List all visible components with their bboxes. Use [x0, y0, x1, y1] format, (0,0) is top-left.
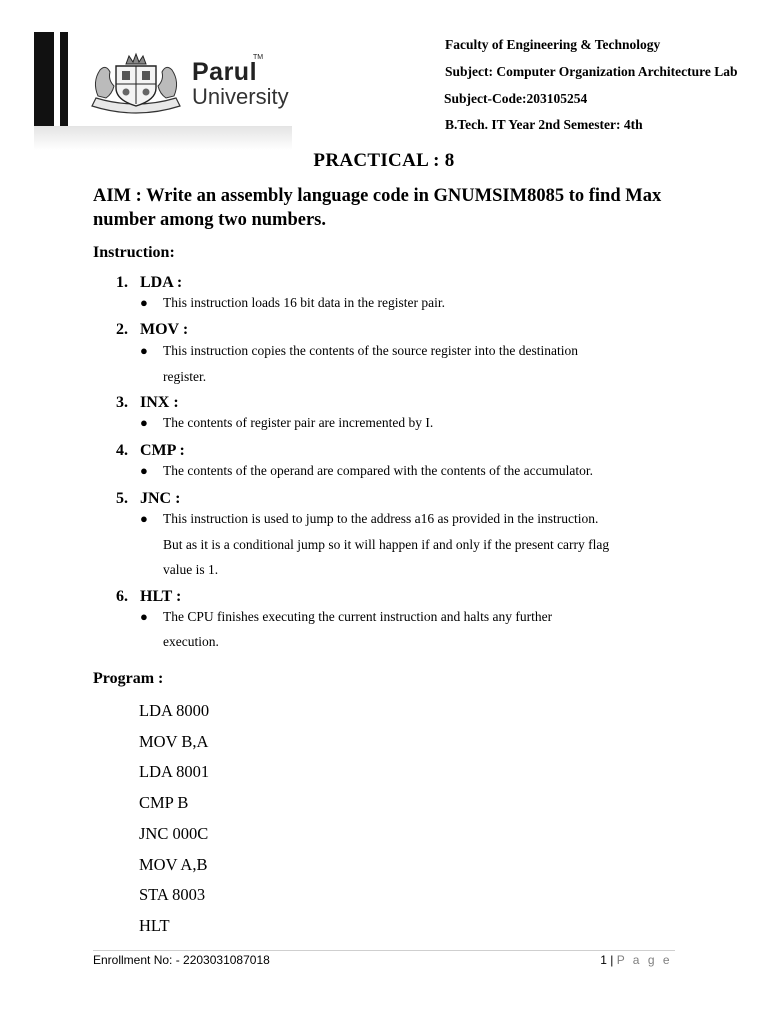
- program-line: MOV A,B: [139, 855, 208, 874]
- bullet-icon: ●: [140, 511, 148, 526]
- instruction-name: CMP :: [140, 442, 185, 459]
- program-line: LDA 8000: [139, 701, 210, 720]
- page-word: P a g e: [616, 953, 672, 967]
- university-logo: [34, 32, 292, 150]
- logo-bar: [60, 32, 68, 126]
- instruction-heading: Instruction:: [93, 244, 175, 261]
- instruction-description: This instruction loads 16 bit data in the register pair.: [163, 295, 445, 310]
- practical-title: PRACTICAL : 8: [313, 150, 455, 171]
- instruction-item-hlt: [116, 588, 181, 606]
- program-heading: Program :: [93, 670, 164, 687]
- bullet-icon: ●: [140, 609, 148, 624]
- logo-text-university: University: [192, 84, 289, 109]
- aim-statement: AIM : Write an assembly language code in GNUMSIM8085 to find Max number among two numbers.: [93, 186, 662, 230]
- instruction-item-jnc: [116, 490, 180, 508]
- footer-divider: [93, 950, 675, 951]
- instruction-number: 6.: [116, 588, 128, 605]
- instruction-item-lda: [116, 274, 182, 292]
- header-faculty: Faculty of Engineering & Technology: [445, 37, 661, 52]
- instruction-name: INX :: [140, 394, 179, 411]
- logo-text-parul: Parul: [192, 58, 258, 86]
- instruction-number: 4.: [116, 442, 128, 459]
- page-number: 1: [600, 953, 607, 967]
- instruction-description: The contents of the operand are compared with the contents of the accumulator.: [163, 463, 593, 478]
- instruction-description: The CPU finishes executing the current instruction and halts any further: [163, 609, 553, 624]
- program-line: MOV B,A: [139, 732, 209, 751]
- instruction-number: 2.: [116, 321, 128, 338]
- university-crest-icon: [86, 52, 186, 116]
- instruction-item-cmp: [116, 442, 185, 460]
- header-program: B.Tech. IT Year 2nd Semester: 4th: [445, 117, 643, 132]
- bullet-icon: ●: [140, 295, 148, 310]
- instruction-name: JNC :: [140, 490, 181, 507]
- instruction-name: MOV :: [140, 321, 189, 338]
- bullet-icon: ●: [140, 343, 148, 358]
- instruction-name: LDA :: [140, 274, 183, 291]
- program-line: JNC 000C: [139, 824, 209, 843]
- footer-enrollment: Enrollment No: - 2203031087018: [93, 953, 270, 967]
- instruction-description: The contents of register pair are incremented by I.: [163, 415, 434, 430]
- instruction-description: register.: [163, 369, 207, 384]
- header-subject: Subject: Computer Organization Architecture Lab: [445, 64, 738, 79]
- program-line: CMP B: [139, 793, 189, 812]
- footer-page-indicator: [600, 953, 672, 967]
- logo-reflection: [34, 126, 292, 150]
- instruction-number: 1.: [116, 274, 128, 291]
- instruction-description: execution.: [163, 634, 219, 649]
- program-line: STA 8003: [139, 885, 206, 904]
- program-line: LDA 8001: [139, 762, 210, 781]
- bullet-icon: ●: [140, 463, 148, 478]
- program-line: HLT: [139, 916, 170, 935]
- logo-trademark: TM: [253, 54, 264, 61]
- page-separator: |: [610, 953, 614, 967]
- instruction-description: But as it is a conditional jump so it will happen if and only if the present carry flag: [163, 537, 610, 552]
- instruction-description: This instruction copies the contents of the source register into the destination: [163, 343, 579, 358]
- instruction-description: This instruction is used to jump to the address a16 as provided in the instruction.: [163, 511, 599, 526]
- instruction-item-inx: [116, 394, 179, 412]
- logo-bar: [34, 32, 54, 126]
- instruction-number: 5.: [116, 490, 128, 507]
- header-subject-code: Subject-Code:203105254: [444, 91, 588, 106]
- bullet-icon: ●: [140, 415, 148, 430]
- instruction-name: HLT :: [140, 588, 182, 605]
- instruction-description: value is 1.: [163, 562, 219, 577]
- instruction-number: 3.: [116, 394, 128, 411]
- instruction-item-mov: [116, 321, 188, 339]
